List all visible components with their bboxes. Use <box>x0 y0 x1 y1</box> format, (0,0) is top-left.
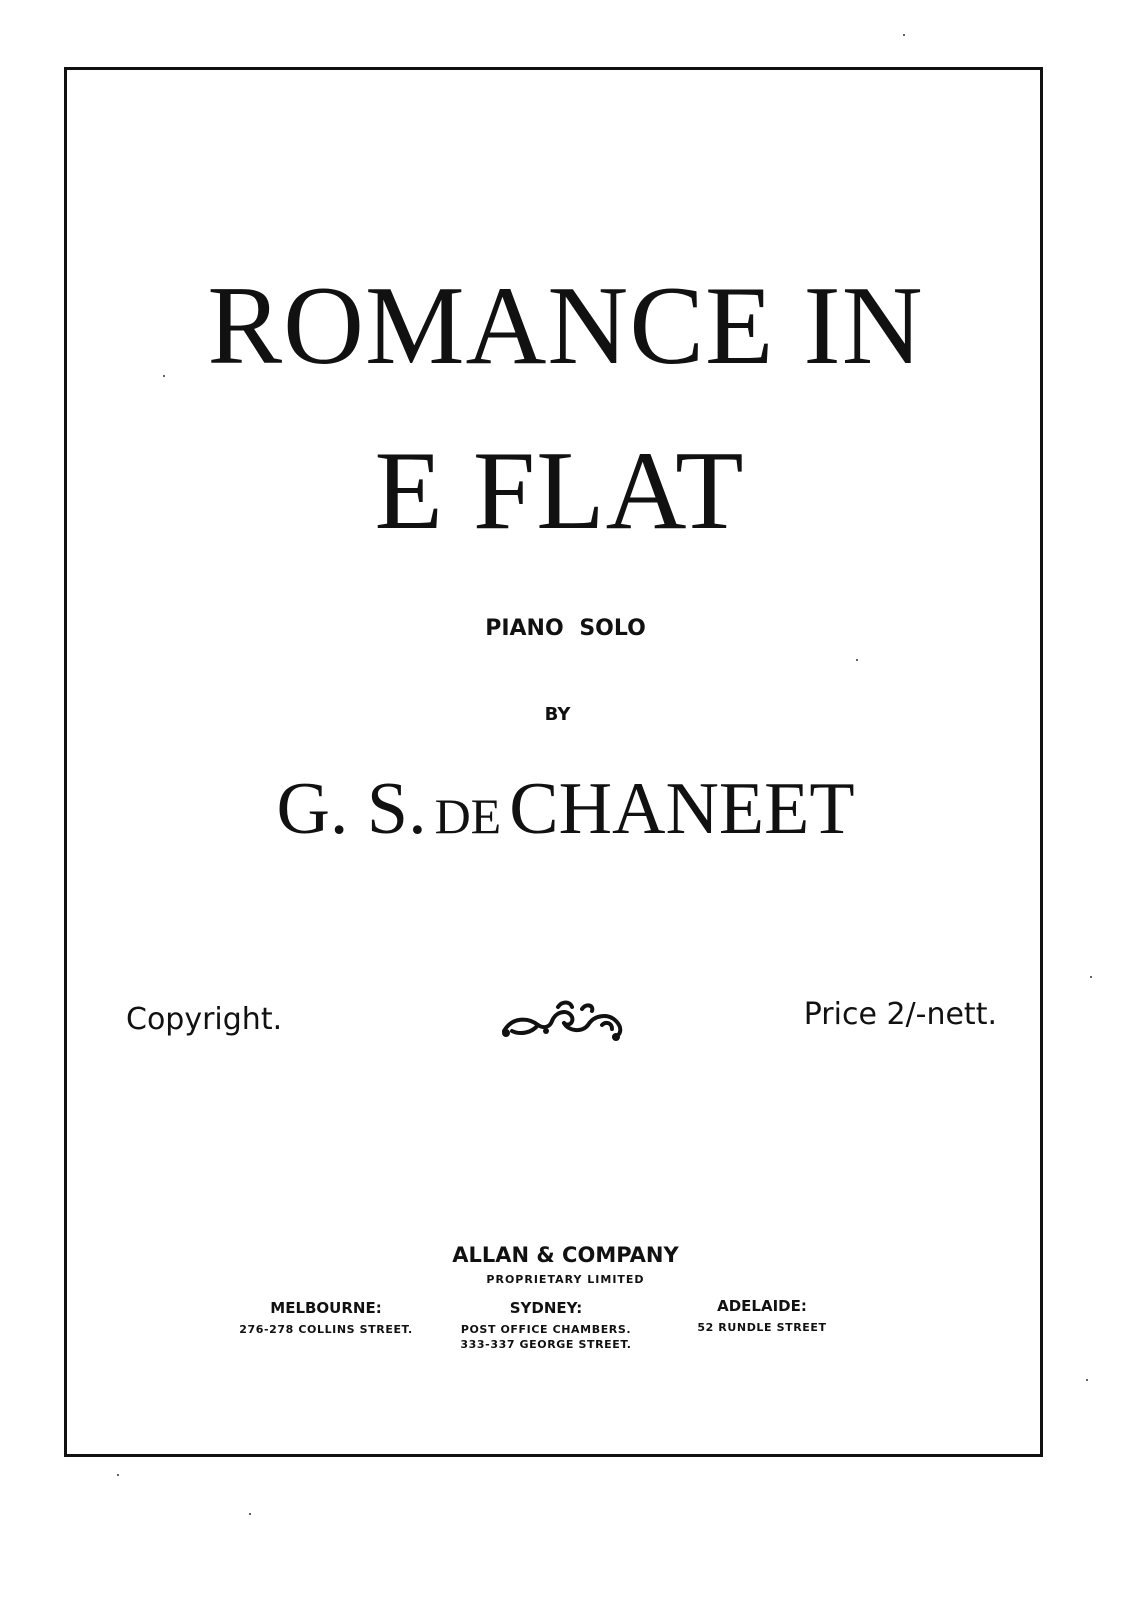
composer-surname: CHANEET <box>509 768 855 850</box>
by-label: BY <box>544 704 571 725</box>
scroll-ornament-icon <box>498 995 630 1043</box>
branch-city: SYDNEY: <box>509 1299 583 1317</box>
branch-address: 52 RUNDLE STREET <box>697 1321 827 1334</box>
subtitle: PIANO SOLO <box>485 616 646 641</box>
composer-name <box>0 768 1131 850</box>
scan-speck <box>117 1474 119 1476</box>
publisher-name: ALLAN & COMPANY <box>452 1243 679 1267</box>
scan-speck <box>163 375 165 377</box>
branch-address: 333-337 GEORGE STREET. <box>460 1338 632 1351</box>
composer-particle: DE <box>434 788 502 844</box>
copyright-label: Copyright. <box>126 1002 283 1037</box>
title-line-1: ROMANCE IN <box>207 264 924 388</box>
title-line-2: E FLAT <box>374 429 745 553</box>
branch-sydney <box>448 1301 644 1354</box>
branch-address: 276-278 COLLINS STREET. <box>239 1323 413 1336</box>
branch-address: POST OFFICE CHAMBERS. <box>460 1323 632 1336</box>
branch-adelaide <box>676 1299 848 1337</box>
scan-speck <box>856 659 858 661</box>
price-label: Price 2/-nett. <box>803 997 997 1032</box>
scan-speck <box>1090 976 1092 978</box>
composer-initials: G. S. <box>276 768 427 850</box>
publisher-type: PROPRIETARY LIMITED <box>486 1273 645 1286</box>
branch-city: ADELAIDE: <box>717 1297 807 1315</box>
scan-speck <box>249 1513 251 1515</box>
branch-city: MELBOURNE: <box>270 1299 382 1317</box>
scan-speck <box>903 34 905 36</box>
scan-speck <box>1086 1379 1088 1381</box>
branch-melbourne <box>228 1301 424 1339</box>
